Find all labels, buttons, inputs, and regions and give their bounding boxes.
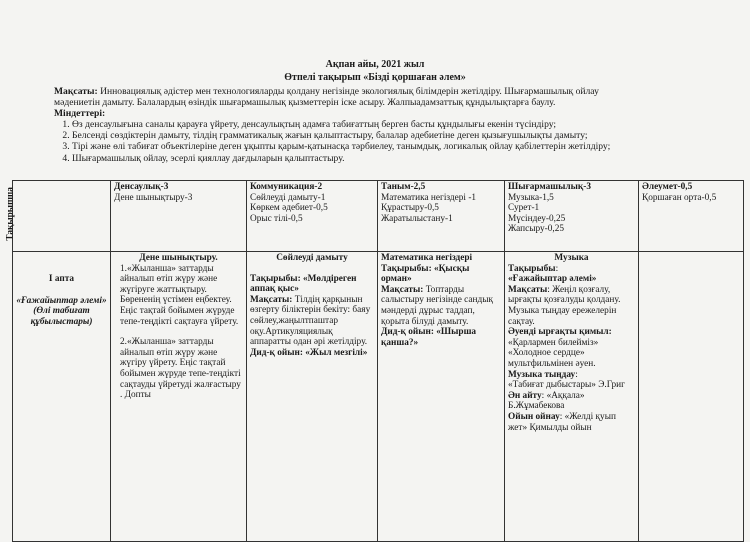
week-cell [13,252,111,542]
task-item: 3. Тірі және өлі табиғат объектілеріне деген ұқыпты қарым-қатынасқа тәрбиелеу, танымдық, логикалық ойлау қабілеттерін жетілдіру; [72,141,742,152]
goal-text-1: Инновациялық әдістер мен технологияларды қолдану негізінде экологиялық білімдерін жетілдіру. Шығармашылық ойлау [97,86,599,97]
task-item: 4. Шығармашылық ойлау, эсерлі қияллау дағдыларын қалыптастыру. [72,153,742,164]
area-cell-health [111,181,247,252]
month-heading: Ақпан айы, 2021 жыл [325,59,425,70]
area-title: Әлеумет-0,5 [642,182,693,192]
tasks-list [58,119,742,164]
week-label: І апта [48,274,75,284]
area-title: Денсаулық-3 [114,182,169,192]
plan-table [5,180,744,542]
area-title: Таным-2,5 [381,182,426,192]
speech-goal: Мақсаты: Тілдің қарқынын өзгерту біліктерін бекіту: баяу сөйлеу,жаңылтпаштар оқу.Артикуляциялық аппаратты одан әрі жетілдіру. [250,294,371,348]
speech-cell [247,252,378,542]
pe-paragraph-2: 2.«Жыланша» заттарды айналып өтіп жүру және жүгіру үйрету. Еңіс тақтай бойымен жүруде тепе-теңдікті сақтауды үйретуді жалғастыру . Допты [120,337,241,401]
theme-heading: Өтпелі тақырып «Бізді қоршаған әлем» [284,72,466,83]
music-listen-value: «Табиғат дыбыстары» Э.Григ [508,380,625,391]
table-header-row [13,181,744,252]
music-rhythm-label: Әуенді ырғақты қимыл: [508,327,612,338]
music-topic: Тақырыбы: [508,263,559,274]
music-rhythm: «Қарлармен билейміз» «Холодное сердце» мультфильмінен әуен. [508,337,599,369]
task-item: 2. Белсенді сөздіктерін дамыту, тілдің грамматикалық жағын қалыптастыру, балалар әдебиетіне деген қызығушылықты дамыту; [72,130,742,141]
pe-paragraph-1: 1.«Жыланша» заттарды айналып өтіп жүру және жүгіруге жаттықтыру. Бөрененің үстімен еңбектеу. Еңіс тақтай бойымен жүруде тепе-теңдікті сақтауға үйрету. [120,263,239,327]
week-subtopic: (Өлі табиғат құбылыстары) [30,306,93,327]
music-topic-value: «Ғажайыптар әлемі» [508,274,597,285]
area-line: Музыка-1,5 [508,192,554,203]
math-cell [378,252,505,542]
pe-cell [111,252,247,542]
area-cell-communication [247,181,378,252]
speech-title: Сөйлеуді дамыту [276,253,348,263]
tasks-label: Міндеттері: [54,108,106,119]
area-title: Шығармашылық-3 [508,182,591,192]
area-line: Математика негіздері -1 [381,192,477,203]
area-line: Сурет-1 [508,203,540,214]
math-goal: Мақсаты: Топтарды салыстыру негізінде сандық мәндерді дұрыс таддап, қорыта білуді дамыту. [381,284,494,327]
music-title: Музыка [554,253,589,263]
music-listen: Музыка тыңдау: [508,369,578,380]
goal-label: Мақсаты: [54,86,98,97]
area-cell-creativity [505,181,639,252]
math-topic: Тақырыбы: «Қысқы орман» [381,263,470,285]
speech-topic: Тақырыбы: «Мөлдіреген аппақ қыс» [250,273,357,295]
area-title: Коммуникация-2 [250,182,323,192]
area-line: Сөйлеуді дамыту-1 [250,192,326,203]
speech-game: Дид-қ ойын: «Жыл мезгілі» [250,347,368,358]
area-cell-cognition [378,181,505,252]
music-play: Ойын ойнау: «Желді қуып жет» Қимылды ойын [508,411,616,433]
subtopic-header: Тақырыпша [5,187,16,241]
goal-line-1 [54,86,724,97]
task-item: 1. Өз денсаулығына саналы қарауға үйрету, денсаулықтың адамға табиғаттың берген басты құндылығы екенін түсіндіру; [72,119,742,130]
area-line: Мүсіндеу-0,25 [508,213,566,224]
music-sing: Ән айту: «Аққала» Б.Жұмабекова [508,390,585,412]
area-line: Дене шынықтыру-3 [114,192,193,203]
area-line: Көркем әдебиет-0,5 [250,203,328,214]
area-line: Орыс тілі-0,5 [250,213,303,224]
area-cell-social [639,181,744,252]
area-line: Құрастыру-0,5 [381,203,439,214]
area-line: Жаратылыстану-1 [381,213,453,224]
week-topic: «Ғажайыптар әлемі» [16,295,107,306]
area-line: Қоршаған орта-0,5 [642,192,717,203]
goal-line-2: мәдениетін дамыту. Балалардың өзіндік шығармашылық қызметтерін іске асыру. Жалпыадамзаттық құндылықтарға баулу. [54,97,556,108]
music-goal: Мақсаты: Жеңіл қозғалу, ырғақты қозғалуды қолдану. Музыка тыңдау ережелерін сақтау. [508,284,621,327]
subtopic-header-cell [5,181,111,252]
math-game: Дид-қ ойын: «Шырша қанша?» [381,327,477,348]
social-cell [639,252,744,542]
math-title: Математика негіздері [381,253,473,263]
music-cell [505,252,639,542]
pe-title: Дене шынықтыру. [139,253,218,263]
week-row [13,252,744,542]
area-line: Жапсыру-0,25 [508,224,564,235]
